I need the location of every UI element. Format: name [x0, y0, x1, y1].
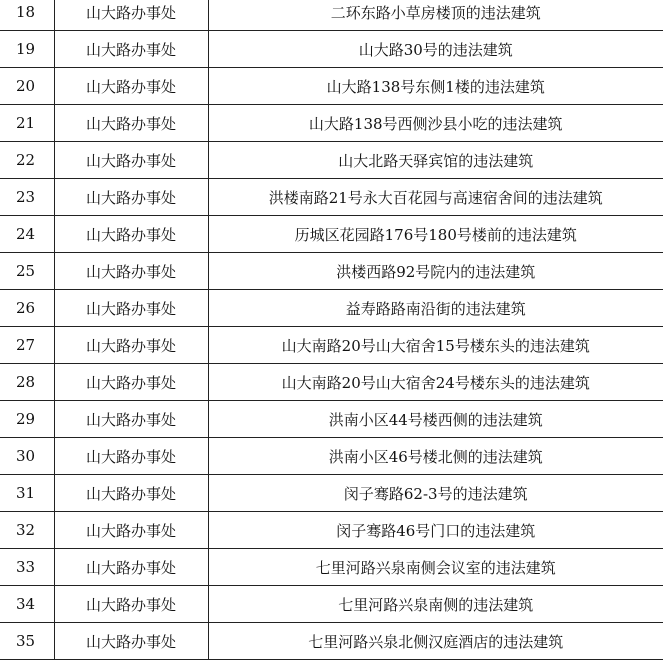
violation-description: 七里河路兴泉南侧的违法建筑 — [208, 586, 663, 623]
table-row — [0, 475, 663, 512]
row-number: 27 — [0, 327, 54, 364]
row-number: 33 — [0, 549, 54, 586]
violation-description: 历城区花园路176号180号楼前的违法建筑 — [208, 216, 663, 253]
violation-description: 七里河路兴泉北侧汉庭酒店的违法建筑 — [208, 623, 663, 660]
office-name: 山大路办事处 — [54, 401, 208, 438]
violation-description: 洪楼西路92号院内的违法建筑 — [208, 253, 663, 290]
table-row — [0, 549, 663, 586]
office-name: 山大路办事处 — [54, 290, 208, 327]
row-number: 30 — [0, 438, 54, 475]
violation-description: 洪南小区46号楼北侧的违法建筑 — [208, 438, 663, 475]
office-name: 山大路办事处 — [54, 364, 208, 401]
violation-description: 益寿路路南沿街的违法建筑 — [208, 290, 663, 327]
row-number: 34 — [0, 586, 54, 623]
violation-description: 闵子骞路46号门口的违法建筑 — [208, 512, 663, 549]
violation-description: 洪楼南路21号永大百花园与高速宿舍间的违法建筑 — [208, 179, 663, 216]
office-name: 山大路办事处 — [54, 549, 208, 586]
table-row — [0, 142, 663, 179]
office-name: 山大路办事处 — [54, 586, 208, 623]
table-row — [0, 253, 663, 290]
row-number: 32 — [0, 512, 54, 549]
table-row — [0, 0, 663, 31]
table-row — [0, 401, 663, 438]
row-number: 21 — [0, 105, 54, 142]
violation-description: 山大北路天驿宾馆的违法建筑 — [208, 142, 663, 179]
row-number: 23 — [0, 179, 54, 216]
table-row — [0, 31, 663, 68]
violation-description: 山大路138号西侧沙县小吃的违法建筑 — [208, 105, 663, 142]
office-name: 山大路办事处 — [54, 216, 208, 253]
row-number: 18 — [0, 0, 54, 31]
row-number: 24 — [0, 216, 54, 253]
office-name: 山大路办事处 — [54, 438, 208, 475]
row-number: 19 — [0, 31, 54, 68]
table-row — [0, 623, 663, 660]
violation-description: 二环东路小草房楼顶的违法建筑 — [208, 0, 663, 31]
row-number: 31 — [0, 475, 54, 512]
office-name: 山大路办事处 — [54, 179, 208, 216]
violation-description: 七里河路兴泉南侧会议室的违法建筑 — [208, 549, 663, 586]
violation-description: 闵子骞路62-3号的违法建筑 — [208, 475, 663, 512]
violation-description: 山大路30号的违法建筑 — [208, 31, 663, 68]
table-row — [0, 216, 663, 253]
table-row — [0, 105, 663, 142]
office-name: 山大路办事处 — [54, 142, 208, 179]
row-number: 22 — [0, 142, 54, 179]
office-name: 山大路办事处 — [54, 327, 208, 364]
table-row — [0, 438, 663, 475]
office-name: 山大路办事处 — [54, 0, 208, 31]
table-row — [0, 327, 663, 364]
table-row — [0, 68, 663, 105]
table-row — [0, 364, 663, 401]
violation-description: 山大路138号东侧1楼的违法建筑 — [208, 68, 663, 105]
office-name: 山大路办事处 — [54, 512, 208, 549]
row-number: 28 — [0, 364, 54, 401]
violation-description: 山大南路20号山大宿舍24号楼东头的违法建筑 — [208, 364, 663, 401]
office-name: 山大路办事处 — [54, 105, 208, 142]
table-row — [0, 512, 663, 549]
row-number: 26 — [0, 290, 54, 327]
table-row — [0, 586, 663, 623]
table-row — [0, 179, 663, 216]
office-name: 山大路办事处 — [54, 253, 208, 290]
table-row — [0, 290, 663, 327]
office-name: 山大路办事处 — [54, 68, 208, 105]
row-number: 29 — [0, 401, 54, 438]
violation-description: 山大南路20号山大宿舍15号楼东头的违法建筑 — [208, 327, 663, 364]
row-number: 35 — [0, 623, 54, 660]
row-number: 20 — [0, 68, 54, 105]
office-name: 山大路办事处 — [54, 623, 208, 660]
office-name: 山大路办事处 — [54, 475, 208, 512]
office-name: 山大路办事处 — [54, 31, 208, 68]
row-number: 25 — [0, 253, 54, 290]
violation-description: 洪南小区44号楼西侧的违法建筑 — [208, 401, 663, 438]
